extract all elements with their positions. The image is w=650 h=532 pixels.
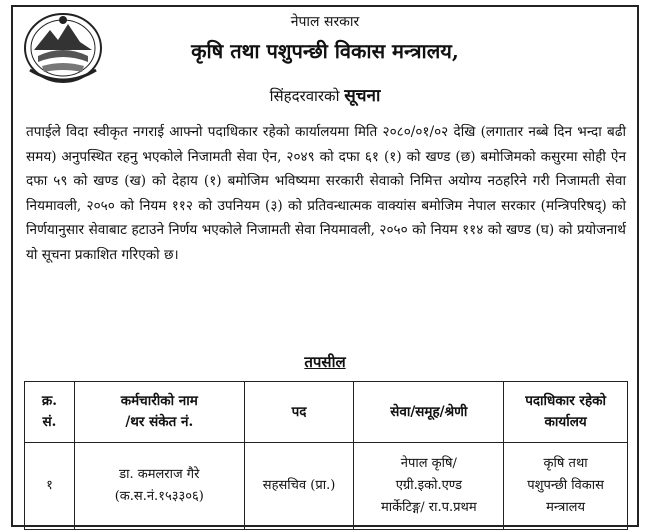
cell-office: कृषि तथा पशुपन्छी विकास मन्त्रालय: [504, 443, 628, 530]
table-header-row: [25, 382, 628, 443]
cell-post: सहसचिव (प्रा.): [244, 443, 354, 530]
notice-title: सूचना: [344, 86, 381, 106]
notice-heading: [0, 83, 650, 106]
header-service: सेवा/समूह/श्रेणी: [354, 382, 504, 443]
ministry-name: कृषि तथा पशुपन्छी विकास मन्त्रालय,: [191, 39, 459, 63]
header-office: पदाधिकार रहेको कार्यालय: [504, 382, 628, 443]
details-title: तपसील: [304, 353, 346, 371]
government-name: नेपाल सरकार: [290, 14, 360, 30]
details-table: [24, 381, 628, 530]
header-post: पद: [244, 382, 354, 443]
cell-employee-name: डा. कमलराज गैरे (क.स.नं.१५३३०६): [74, 443, 244, 530]
cell-serial: १: [25, 443, 75, 530]
office-name: सिंहदरवारको: [269, 87, 340, 105]
notice-body: तपाईले विदा स्वीकृत नगराई आफ्नो पदाधिकार रहेको कार्यालयमा मिति २०८०/०१/०२ देखि (लगातार नब्बे दिन भन्दा बढी समय) अनुपस्थित रहनु भएकोले निजामती सेवा ऐन, २०४९ को दफा ६१ (१) को खण्ड (छ) बमोजिमको कसुरमा सोही ऐन दफा ५९ को खण्ड (ख) को देहाय (१) बमोजिम भविष्यमा सरकारी सेवाको निमित्त अयोग्य नठहरिने गरी निजामती सेवा नियमावली, २०५० को नियम ११२ को उपनियम (३) को प्रतिवन्धात्मक वाक्यांस बमोजिम नेपाल सरकार (मन्त्रिपरिषद्) को निर्णयानुसार सेवाबाट हटाउने निर्णय भएकोले निजामती सेवा नियमावली, २०५० को नियम ११४ को खण्ड (घ) को प्रयोजनार्थ यो सूचना प्रकाशित गरिएको छ।: [26, 124, 626, 263]
header-employee-name: कर्मचारीको नाम /थर संकेत नं.: [74, 382, 244, 443]
header-serial: क्र. सं.: [25, 382, 75, 443]
table-row: [25, 443, 628, 530]
cell-service: नेपाल कृषि/ एग्री.इको.एण्ड मार्केटिङ्ग/ रा.प.प्रथम: [354, 443, 504, 530]
